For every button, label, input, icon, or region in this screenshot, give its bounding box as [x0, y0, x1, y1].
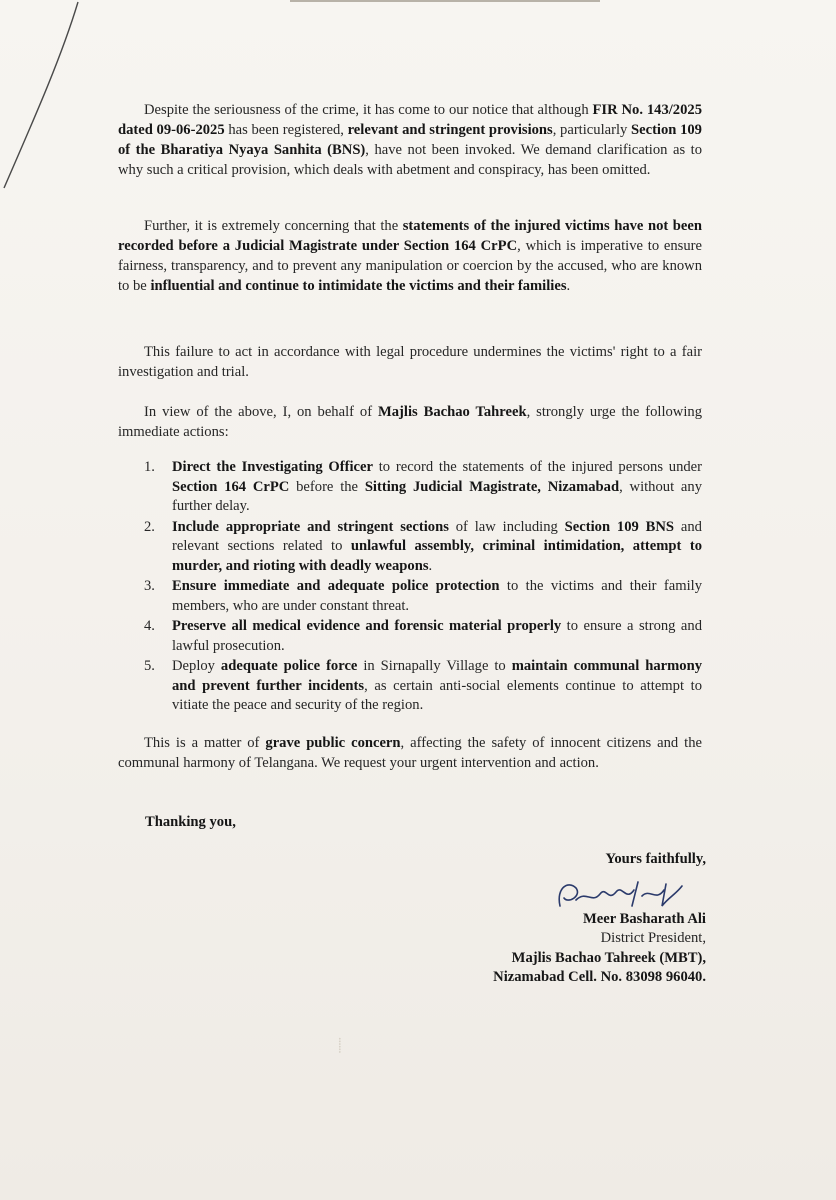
pen-stroke-mark [0, 0, 90, 200]
signature-block [493, 850, 706, 988]
paper-fold-line [290, 0, 600, 2]
signatory-title: District President, [600, 930, 706, 946]
list-item: 3. Ensure immediate and adequate police protection to the victims and their family members, who are under constant threat. [144, 578, 702, 614]
closing-salutation: Yours faithfully, [605, 851, 706, 867]
paragraph-fir-provisions: Despite the seriousness of the crime, it has come to our notice that although FIR No. 143/2025 dated 09-06-2025 has been registered, relevant and stringent provisions, particularly Section 109 of the Bharatiya Nyaya Sanhita (BNS), have not been invoked. We demand clarification as to why such a critical provision, which deals with abetment and conspiracy, has been omitted. [118, 102, 702, 178]
list-item: 2. Include appropriate and stringent sections of law including Section 109 BNS and relevant sections related to unlawful assembly, criminal intimidation, attempt to murder, and rioting with deadly weapons. [144, 518, 703, 574]
signatory-contact: Nizamabad Cell. No. 83098 96040. [493, 969, 706, 985]
paragraph-procedure-failure: This failure to act in accordance with legal procedure undermines the victims' right to a fair investigation and trial. [118, 344, 702, 380]
closing-thanks: Thanking you, [145, 814, 236, 830]
paragraph-request-intro: In view of the above, I, on behalf of Majlis Bachao Tahreek, strongly urge the following immediate actions: [118, 404, 702, 440]
list-item: 4. Preserve all medical evidence and forensic material properly to ensure a strong and lawful prosecution. [144, 618, 703, 654]
action-list [144, 458, 702, 717]
paragraph-victim-statements: Further, it is extremely concerning that the statements of the injured victims have not been recorded before a Judicial Magistrate under Section 164 CrPC, which is imperative to ensure fairness, transparency, and to prevent any manipulation or coercion by the accused, who are known to be influential and continue to intimidate the victims and their families. [118, 218, 702, 294]
paper-smudge: ⸽ [338, 1039, 342, 1054]
list-item: 5. Deploy adequate police force in Sirnapally Village to maintain communal harmony and prevent further incidents, as certain anti-social elements continue to attempt to vitiate the peace and security of the region. [144, 658, 702, 713]
paragraph-public-concern: This is a matter of grave public concern, affecting the safety of innocent citizens and the communal harmony of Telangana. We request your urgent intervention and action. [118, 735, 702, 771]
list-item: 1. Direct the Investigating Officer to record the statements of the injured persons under Section 164 CrPC before the Sitting Judicial Magistrate, Nizamabad, without any further delay. [144, 459, 702, 514]
signatory-organization: Majlis Bachao Tahreek (MBT), [511, 949, 706, 966]
signatory-name: Meer Basharath Ali [583, 910, 706, 927]
